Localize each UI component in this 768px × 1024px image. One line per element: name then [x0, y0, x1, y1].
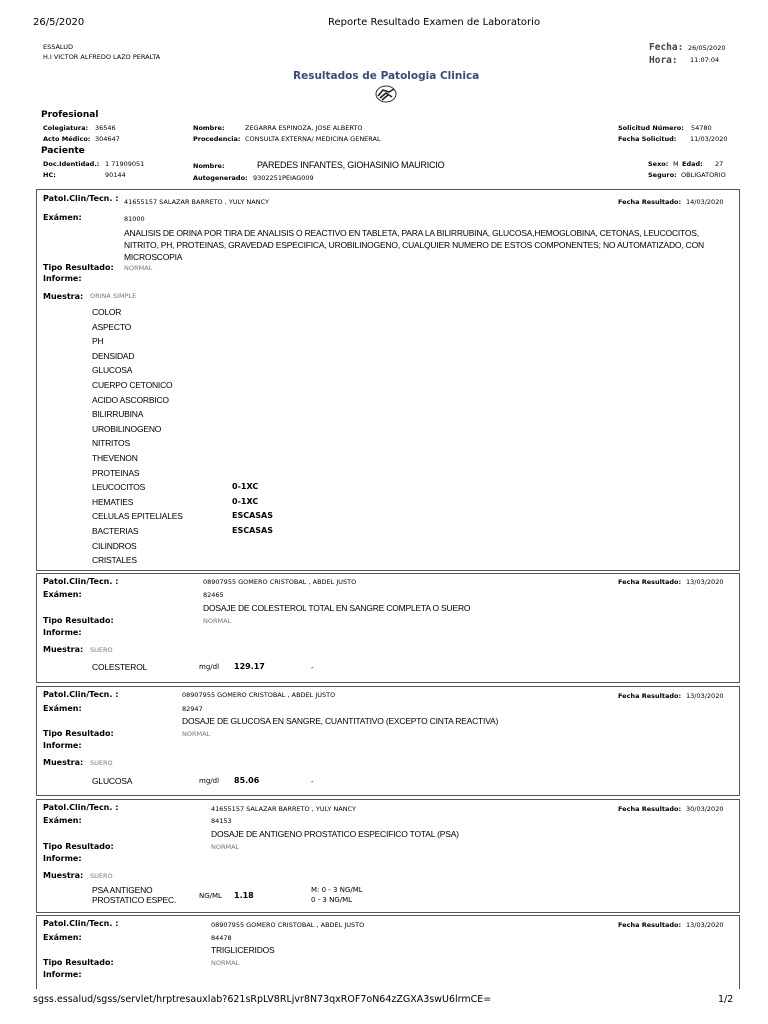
tecnologo: 08907955 GOMERO CRISTOBAL , ABDEL JUSTO	[203, 578, 357, 586]
result-value: 0-1XC	[232, 496, 259, 506]
fecha-resultado-label: Fecha Resultado:	[618, 692, 682, 700]
result-value: ESCASAS	[232, 511, 274, 521]
informe-label: Informe:	[43, 970, 82, 979]
result-item-name: CILINDROS	[92, 540, 137, 551]
informe-label: Informe:	[43, 854, 82, 863]
muestra-value: SUERO	[90, 872, 113, 880]
muestra-label: Muestra:	[43, 758, 84, 767]
tipo-label: Tipo Resultado:	[43, 958, 114, 967]
result-item-name: ACIDO ASCORBICO	[92, 394, 169, 405]
examen-label: Exámen:	[43, 590, 82, 599]
tipo-label: Tipo Resultado:	[43, 263, 114, 272]
seguro-label: Seguro:	[648, 171, 677, 179]
hora-value: 11:07:04	[690, 56, 720, 64]
exam-code: 84153	[211, 817, 232, 825]
examen-label: Exámen:	[43, 933, 82, 942]
informe-label: Informe:	[43, 741, 82, 750]
examen-label: Exámen:	[43, 213, 82, 222]
fecha-label: Fecha:	[649, 42, 684, 53]
auto-label: Autogenerado:	[193, 174, 248, 182]
fecha-resultado: 30/03/2020	[686, 805, 724, 813]
result-value: ESCASAS	[232, 526, 274, 535]
sexo-label: Sexo:	[648, 160, 669, 168]
fecha-solicitud-value: 11/03/2020	[690, 135, 728, 143]
fecha-resultado: 13/03/2020	[686, 692, 724, 700]
tecnologo: 08907955 GOMERO CRISTOBAL , ABDEL JUSTO	[182, 691, 336, 699]
tipo-value: NORMAL	[124, 264, 153, 272]
report-title: Resultados de Patologia Clinica	[293, 70, 480, 82]
tecnologo: 08907955 GOMERO CRISTOBAL , ABDEL JUSTO	[211, 921, 365, 929]
result-item-name: CUERPO CETONICO	[92, 380, 173, 390]
examen-label: Exámen:	[43, 816, 82, 825]
patol-label: Patol.Clin/Tecn. :	[43, 919, 119, 928]
doc-label: Doc.Identidad.:	[43, 160, 100, 168]
fecha-resultado: 13/03/2020	[686, 578, 724, 586]
print-title: Reporte Resultado Examen de Laboratorio	[328, 17, 541, 28]
result-reference-2: 0 - 3 NG/ML	[311, 896, 353, 904]
result-item-name: PH	[92, 336, 104, 347]
exam-code: 81000	[124, 215, 145, 223]
muestra-value: ORINA SIMPLE	[90, 292, 137, 300]
fecha-resultado: 14/03/2020	[686, 198, 724, 206]
result-reference: -	[311, 664, 314, 672]
result-value: 0-1XC	[232, 482, 259, 492]
hora-label: Hora:	[649, 55, 678, 66]
handshake-logo-icon	[375, 84, 397, 104]
result-item-name: COLOR	[92, 307, 122, 317]
result-unit: mg/dl	[199, 663, 220, 671]
hc-value: 90144	[105, 171, 126, 179]
result-item-name: DENSIDAD	[92, 350, 135, 361]
procedencia-value: CONSULTA EXTERNA/ MEDICINA GENERAL	[245, 135, 381, 143]
acto-value: 304647	[95, 135, 120, 143]
result-item-name-cont: PROSTATICO ESPEC.	[92, 895, 177, 905]
exam-description: DOSAJE DE ANTIGENO PROSTATICO ESPECIFICO TOTAL (PSA)	[211, 829, 459, 839]
fecha-resultado-label: Fecha Resultado:	[618, 921, 682, 929]
colegiatura-value: 36546	[95, 124, 116, 132]
result-reference: -	[311, 778, 314, 786]
prof-nombre-value: ZEGARRA ESPINOZA, JOSE ALBERTO	[245, 124, 363, 132]
result-item-name: NITRITOS	[92, 438, 130, 449]
tipo-value: NORMAL	[211, 843, 240, 851]
fecha-resultado-label: Fecha Resultado:	[618, 578, 682, 586]
exam-code: 82465	[203, 591, 224, 599]
tipo-label: Tipo Resultado:	[43, 842, 114, 851]
exam-description: ANALISIS DE ORINA POR TIRA DE ANALISIS O REACTIVO EN TABLETA, PARA LA BILIRRUBINA, GLUCOSA,HEMOGLOBINA, CETONAS, LEUCOCITOS, NITRITO, PH, PROTEINAS, GRAVEDAD ESPECIFICA, UROBILINOGENO, CUALQUIER NUMERO DE ESTOS COMPONENTES; NO AUTOMATIZADO, CON MICROSCOPIA	[124, 228, 704, 262]
result-item-name: THEVENON	[92, 453, 138, 463]
exam-card	[36, 686, 740, 796]
colegiatura-label: Colegiatura:	[43, 124, 89, 132]
exam-code: 82947	[182, 705, 203, 713]
solicitud-value: 54780	[691, 124, 712, 132]
print-date: 26/5/2020	[33, 17, 85, 28]
seguro-value: OBLIGATORIO	[681, 171, 726, 179]
result-value: 85.06	[234, 776, 260, 785]
result-item-name: LEUCOCITOS	[92, 482, 146, 493]
acto-label: Acto Médico:	[43, 135, 91, 143]
tecnologo: 41655157 SALAZAR BARRETO , YULY NANCY	[211, 805, 356, 813]
doc-value: 1 71909051	[105, 160, 145, 168]
result-item-name: CELULAS EPITELIALES	[92, 511, 183, 522]
muestra-label: Muestra:	[43, 292, 84, 301]
muestra-value: SUERO	[90, 759, 113, 767]
fecha-solicitud-label: Fecha Solicitud:	[618, 135, 677, 143]
profesional-heading: Profesional	[41, 110, 99, 120]
muestra-label: Muestra:	[43, 871, 84, 880]
patol-label: Patol.Clin/Tecn. :	[43, 690, 119, 699]
patol-label: Patol.Clin/Tecn. :	[43, 577, 119, 586]
tecnologo: 41655157 SALAZAR BARRETO , YULY NANCY	[124, 198, 269, 206]
prof-nombre-label: Nombre:	[193, 124, 225, 132]
result-reference: M: 0 - 3 NG/ML	[311, 886, 363, 894]
muestra-label: Muestra:	[43, 645, 84, 654]
edad-value: 27	[715, 160, 724, 168]
result-item-name: GLUCOSA	[92, 365, 133, 376]
result-value: 129.17	[234, 662, 265, 671]
auto-value: 9302251PEIAG009	[253, 174, 314, 182]
edad-label: Edad:	[682, 160, 703, 168]
result-item-name: COLESTEROL	[92, 662, 148, 672]
informe-label: Informe:	[43, 628, 82, 637]
exam-code: 84478	[211, 934, 232, 942]
pac-nombre-value: PAREDES INFANTES, GIOHASINIO MAURICIO	[257, 160, 445, 170]
pac-nombre-label: Nombre:	[193, 162, 225, 170]
exam-description: TRIGLICERIDOS	[211, 945, 275, 955]
exam-description: DOSAJE DE GLUCOSA EN SANGRE, CUANTITATIVO (EXCEPTO CINTA REACTIVA)	[182, 716, 499, 726]
patol-label: Patol.Clin/Tecn. :	[43, 803, 119, 812]
result-item-name: GLUCOSA	[92, 776, 133, 786]
fecha-resultado-label: Fecha Resultado:	[618, 198, 682, 206]
patol-label: Patol.Clin/Tecn. :	[43, 194, 119, 203]
tipo-value: NORMAL	[203, 617, 232, 625]
sexo-value: M	[673, 160, 679, 168]
result-unit: NG/ML	[199, 892, 222, 900]
paciente-heading: Paciente	[41, 146, 85, 156]
page-number: 1/2	[718, 994, 734, 1005]
result-item-name: BILIRRUBINA	[92, 409, 144, 420]
result-value: 1.18	[234, 891, 254, 900]
examen-label: Exámen:	[43, 704, 82, 713]
tipo-label: Tipo Resultado:	[43, 729, 114, 738]
fecha-resultado-label: Fecha Resultado:	[618, 805, 682, 813]
tipo-label: Tipo Resultado:	[43, 616, 114, 625]
hc-label: HC:	[43, 171, 56, 179]
result-item-name: PROTEINAS	[92, 467, 140, 478]
result-unit: mg/dl	[199, 777, 220, 785]
exam-description: DOSAJE DE COLESTEROL TOTAL EN SANGRE COMPLETA O SUERO	[203, 603, 471, 613]
result-item-name: CRISTALES	[92, 555, 137, 566]
tipo-value: NORMAL	[182, 730, 211, 738]
result-item-name: HEMATIES	[92, 496, 134, 507]
result-item-name: UROBILINOGENO	[92, 423, 162, 434]
fecha-resultado: 13/03/2020	[686, 921, 724, 929]
fecha-value: 26/05/2020	[688, 44, 726, 52]
muestra-value: SUERO	[90, 646, 113, 654]
org-name: ESSALUD	[43, 43, 73, 51]
procedencia-label: Procedencia:	[193, 135, 241, 143]
result-item-name: PSA ANTIGENO	[92, 885, 153, 895]
print-url: sgss.essalud/sgss/servlet/hrptresauxlab?621sRpLV8RLjvr8N73qxROF7oN64zZGXA3swU6lrmCE=	[33, 994, 492, 1005]
tipo-value: NORMAL	[211, 959, 240, 967]
informe-label: Informe:	[43, 274, 82, 283]
solicitud-label: Solicitud Número:	[618, 124, 684, 132]
result-item-name: BACTERIAS	[92, 526, 139, 536]
result-item-name: ASPECTO	[92, 321, 132, 332]
hospital-name: H.I VICTOR ALFREDO LAZO PERALTA	[43, 53, 161, 61]
